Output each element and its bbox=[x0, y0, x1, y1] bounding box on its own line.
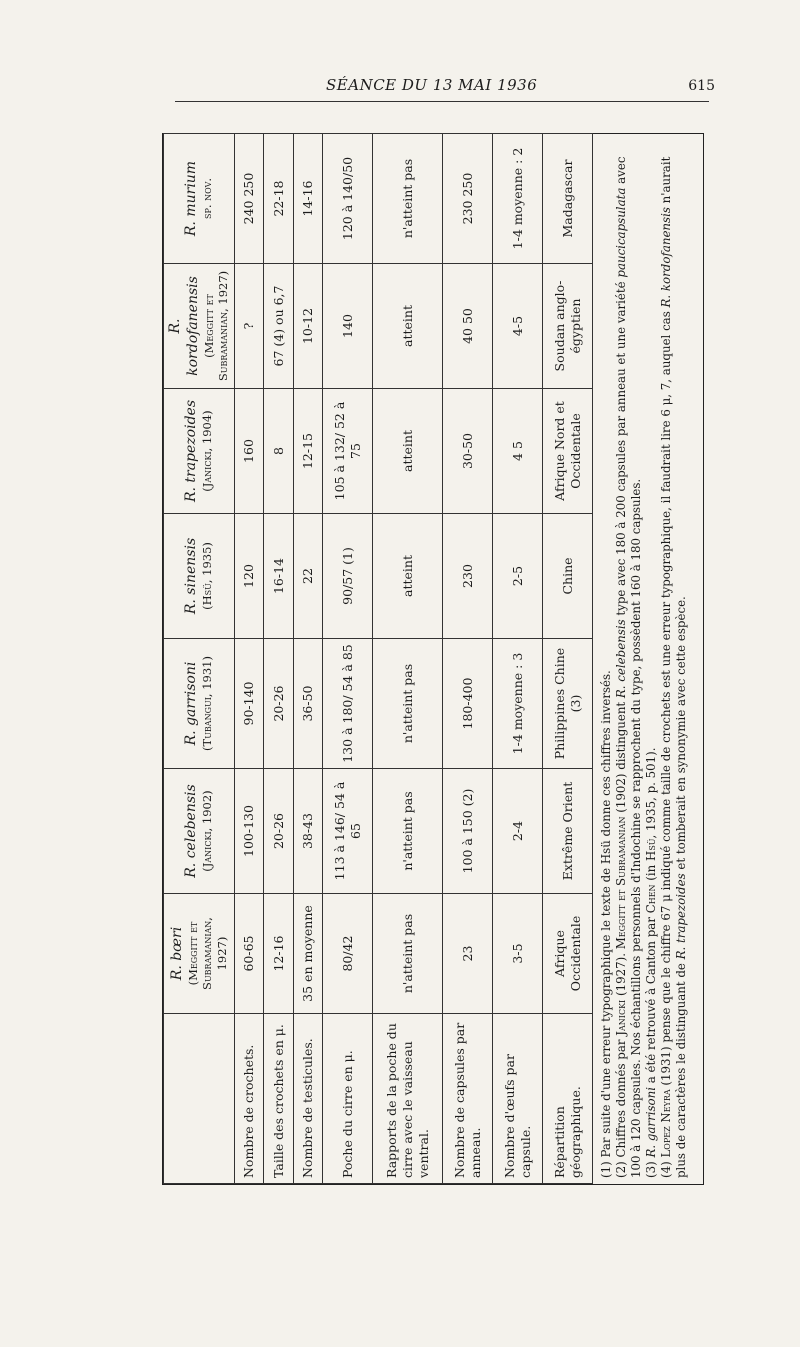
column-header bbox=[164, 894, 235, 1014]
author-name: Chen bbox=[644, 884, 659, 914]
table-cell: 12-16 bbox=[264, 894, 294, 1014]
footnote-text: n'aurait plus de caractères le distinguant de bbox=[659, 156, 689, 1178]
table-cell: n'atteint pas bbox=[373, 894, 443, 1014]
column-header-empty bbox=[164, 1014, 235, 1184]
table-cell: 60-65 bbox=[234, 894, 264, 1014]
species-authority: (Meggitt et Subramanian, 1927) bbox=[186, 917, 229, 990]
species-authority: (Janicki, 1904) bbox=[200, 410, 215, 492]
table-cell: 113 à 146/ 54 à 65 bbox=[323, 769, 373, 894]
table-cell: Madagascar bbox=[543, 134, 593, 264]
table-cell: Chine bbox=[543, 514, 593, 639]
table-cell: 10-12 bbox=[293, 264, 323, 389]
column-header bbox=[164, 134, 235, 264]
species-comparison-table bbox=[163, 133, 593, 1184]
footnote-text: (1902) distinguent bbox=[614, 698, 629, 817]
footnote-text: (1931) pense que le chiffre 67 μ indiqué comme taille de crochets est une erreur typographique, il faudrait lire 6 μ, 7, auquel cas bbox=[659, 307, 674, 1090]
footnote-text: (1) Par suite d'une erreur typographique le texte de Hsü donne ces chiffres inversés. bbox=[599, 670, 613, 1178]
table-cell: 40 50 bbox=[443, 264, 493, 389]
species-name: R. celebensis bbox=[182, 784, 199, 878]
table-cell: 1-4 moyenne : 2 bbox=[493, 134, 543, 264]
row-label: Répartition géographique. bbox=[543, 1014, 593, 1184]
author-name: Hsü bbox=[644, 838, 659, 861]
table-cell: 36-50 bbox=[293, 639, 323, 769]
column-header bbox=[164, 639, 235, 769]
table-cell: 100-130 bbox=[234, 769, 264, 894]
variety-name: paucicapsulata bbox=[614, 187, 629, 278]
table-cell: 130 à 180/ 54 à 85 bbox=[323, 639, 373, 769]
species-name: R. celebensis bbox=[614, 619, 629, 699]
rotated-content bbox=[163, 134, 703, 1184]
table-cell: 100 à 150 (2) bbox=[443, 769, 493, 894]
table-row bbox=[234, 134, 264, 1184]
species-name: R. kordofanensis bbox=[167, 276, 201, 376]
table-cell: atteint bbox=[373, 514, 443, 639]
table-cell: atteint bbox=[373, 389, 443, 514]
row-label: Nombre de crochets. bbox=[234, 1014, 264, 1184]
table-row bbox=[443, 134, 493, 1184]
footnote-text: avec 100 à 120 capsules. Nos échantillons personnels d'Indochine se rapprochent du type, possèdent 160 à 180 capsules. bbox=[614, 156, 644, 1178]
footnote-text: , 1935, p. 501). bbox=[644, 747, 659, 839]
species-name: R. bœri bbox=[168, 926, 185, 981]
table-cell: 8 bbox=[264, 389, 294, 514]
author-name: Janicki bbox=[614, 999, 629, 1036]
table-cell: 35 en moyenne bbox=[293, 894, 323, 1014]
column-header bbox=[164, 769, 235, 894]
footnote-text: (4) bbox=[659, 1157, 674, 1178]
table-cell: 20-26 bbox=[264, 769, 294, 894]
table-cell: n'atteint pas bbox=[373, 134, 443, 264]
row-label: Nombre de capsules par anneau. bbox=[443, 1014, 493, 1184]
table-cell: 3-5 bbox=[493, 894, 543, 1014]
species-authority: sp. nov. bbox=[200, 177, 215, 220]
species-name: R. garrisoni bbox=[644, 1086, 659, 1158]
table-cell: 180-400 bbox=[443, 639, 493, 769]
species-authority: (Tubangui, 1931) bbox=[200, 656, 215, 751]
column-header bbox=[164, 389, 235, 514]
table-cell: 30-50 bbox=[443, 389, 493, 514]
table-cell: 4 5 bbox=[493, 389, 543, 514]
table-cell: 1-4 moyenne : 3 bbox=[493, 639, 543, 769]
footnote-1 bbox=[599, 142, 614, 1178]
row-label: Poche du cirre en μ. bbox=[323, 1014, 373, 1184]
table-cell: 22-18 bbox=[264, 134, 294, 264]
table-cell: 67 (4) ou 6,7 bbox=[264, 264, 294, 389]
species-name: R. trapezoides bbox=[674, 873, 689, 960]
author-name: Lopez Neyra bbox=[659, 1089, 674, 1158]
table-cell: 120 bbox=[234, 514, 264, 639]
row-label: Rapports de la poche du cirre avec le vaisseau ventral. bbox=[373, 1014, 443, 1184]
running-head bbox=[175, 76, 715, 94]
table-cell: 12-15 bbox=[293, 389, 323, 514]
row-label: Nombre d'œufs par capsule. bbox=[493, 1014, 543, 1184]
species-name: R. trapezoides bbox=[182, 399, 199, 503]
table-row bbox=[373, 134, 443, 1184]
column-header bbox=[164, 514, 235, 639]
table-row bbox=[543, 134, 593, 1184]
table-cell: Afrique Occidentale bbox=[543, 894, 593, 1014]
table-cell: 80/42 bbox=[323, 894, 373, 1014]
footnote-text: type avec 180 à 200 capsules par anneau et une variété bbox=[614, 277, 629, 620]
footnote-text: (in bbox=[644, 860, 659, 885]
table-row bbox=[493, 134, 543, 1184]
table-cell: Extrême Orient bbox=[543, 769, 593, 894]
author-name: Meggitt et Subramanian bbox=[614, 816, 629, 950]
footnote-text: (1927). bbox=[614, 949, 629, 1000]
table-cell: 240 250 bbox=[234, 134, 264, 264]
table-cell: 38-43 bbox=[293, 769, 323, 894]
footnote-text: (3) bbox=[644, 1157, 659, 1178]
footnote-text: (2) Chiffres donnés par bbox=[614, 1035, 629, 1178]
table-cell: 23 bbox=[443, 894, 493, 1014]
species-name: R. sinensis bbox=[182, 537, 199, 615]
table-cell: 230 bbox=[443, 514, 493, 639]
footnote-4 bbox=[659, 142, 689, 1178]
table-row bbox=[293, 134, 323, 1184]
table-cell: 160 bbox=[234, 389, 264, 514]
page-number: 615 bbox=[688, 78, 715, 94]
table-cell: 20-26 bbox=[264, 639, 294, 769]
column-header bbox=[164, 264, 235, 389]
table-cell: 4-5 bbox=[493, 264, 543, 389]
species-name: R. kordofanensis bbox=[659, 207, 674, 308]
table-cell: ? bbox=[234, 264, 264, 389]
table-header-row bbox=[164, 134, 235, 1184]
species-authority: (Hsü, 1935) bbox=[200, 542, 215, 610]
table-cell: 2-5 bbox=[493, 514, 543, 639]
rotated-table-frame bbox=[163, 134, 703, 1184]
footnote-2 bbox=[614, 142, 644, 1178]
table-cell: 14-16 bbox=[293, 134, 323, 264]
footnotes bbox=[599, 142, 690, 1178]
header-rule bbox=[175, 101, 709, 102]
footnote-text: et tomberait en synonymie avec cette espèce. bbox=[674, 596, 689, 874]
table-cell: atteint bbox=[373, 264, 443, 389]
table-cell: n'atteint pas bbox=[373, 639, 443, 769]
page-header-title: SÉANCE DU 13 MAI 1936 bbox=[326, 76, 538, 94]
table-row bbox=[323, 134, 373, 1184]
table-cell: 16-14 bbox=[264, 514, 294, 639]
table-cell: Philippines Chine (3) bbox=[543, 639, 593, 769]
footnote-text: a été retrouvé à Canton par bbox=[644, 913, 659, 1087]
table-cell: Soudan anglo-égyptien bbox=[543, 264, 593, 389]
table-cell: 105 à 132/ 52 à 75 bbox=[323, 389, 373, 514]
table-cell: 140 bbox=[323, 264, 373, 389]
footnote-3 bbox=[644, 142, 659, 1178]
table-cell: 2-4 bbox=[493, 769, 543, 894]
table-cell: 120 à 140/50 bbox=[323, 134, 373, 264]
table-cell: Afrique Nord et Occidentale bbox=[543, 389, 593, 514]
species-name: R. garrisoni bbox=[182, 661, 199, 746]
table-cell: 230 250 bbox=[443, 134, 493, 264]
table-cell: 90-140 bbox=[234, 639, 264, 769]
species-authority: (Meggitt et Subramanian, 1927) bbox=[202, 270, 231, 382]
table-cell: n'atteint pas bbox=[373, 769, 443, 894]
species-name: R. murium bbox=[182, 160, 199, 237]
table-cell: 22 bbox=[293, 514, 323, 639]
row-label: Nombre de testicules. bbox=[293, 1014, 323, 1184]
table-row bbox=[264, 134, 294, 1184]
table-cell: 90/57 (1) bbox=[323, 514, 373, 639]
species-authority: (Janicki, 1902) bbox=[200, 790, 215, 872]
row-label: Taille des crochets en μ. bbox=[264, 1014, 294, 1184]
